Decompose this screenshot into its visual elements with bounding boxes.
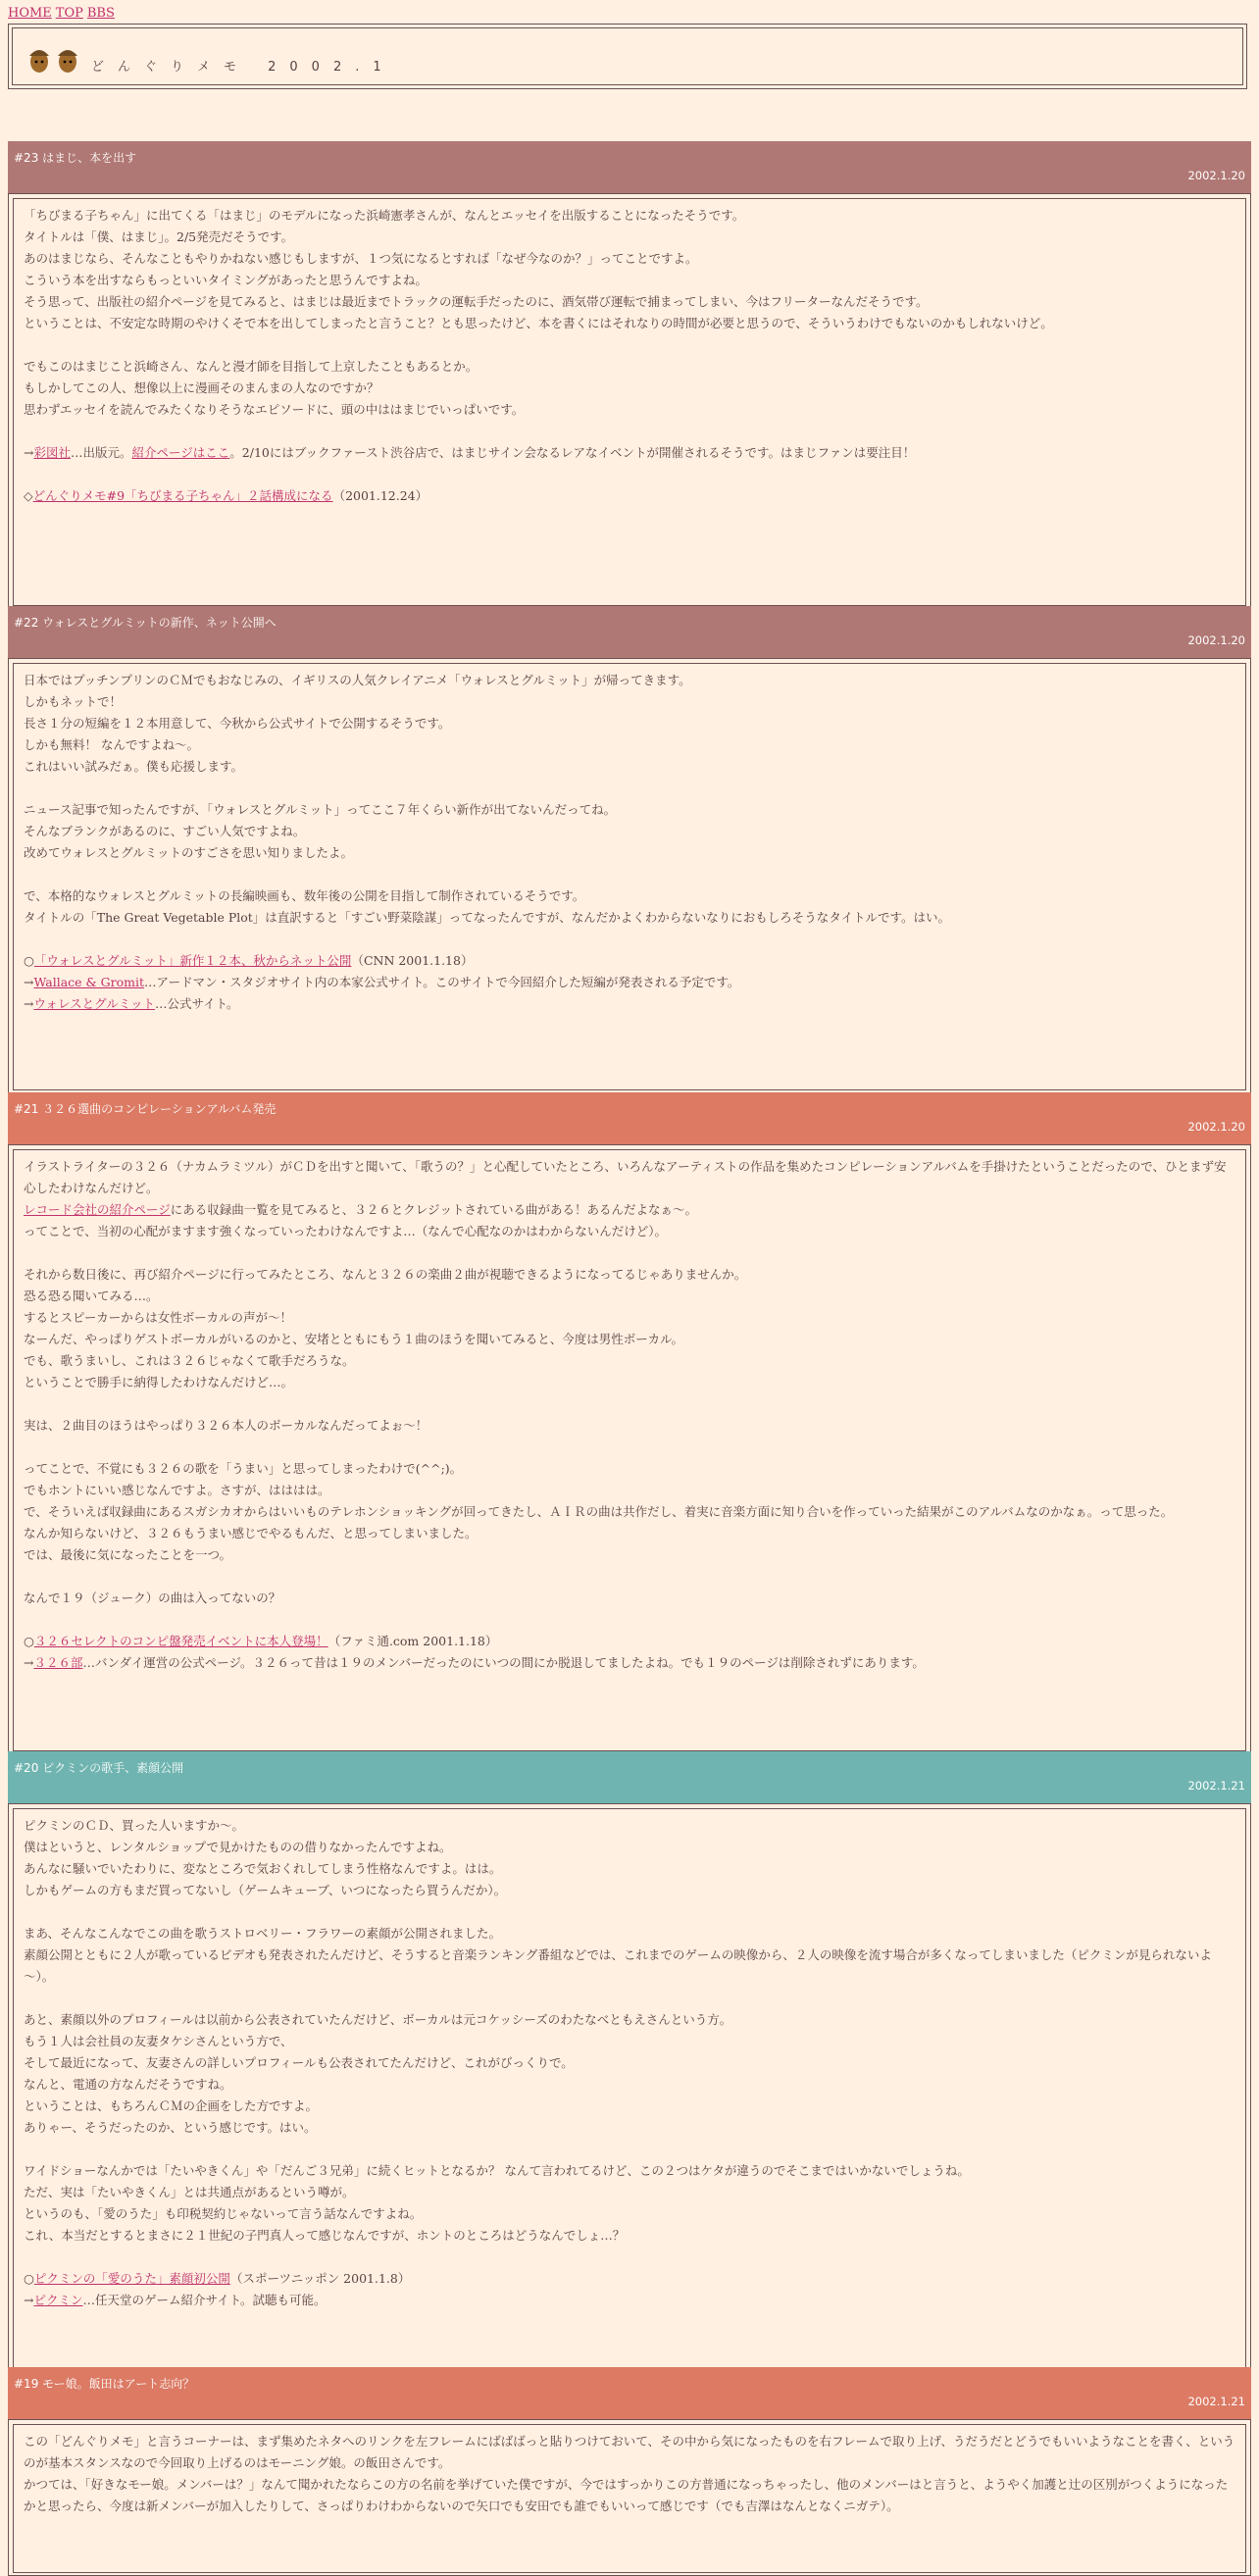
entry-text-line: で、本格的なウォレスとグルミットの長編映画も、数年後の公開を目指して制作されているそうです。 xyxy=(24,888,585,903)
entry-text-line: でもホントにいい感じなんですよ。さすが、はははは。 xyxy=(24,1483,330,1497)
entry-text-line: タイトルは「僕、はまじ」。2/5発売だそうです。 xyxy=(24,229,294,244)
entry-link-line xyxy=(24,1652,1235,1674)
blank-line xyxy=(24,334,1235,356)
entry-text-line: 実は、２曲目のほうはやっぱり３２６本人のボーカルなんだってよぉ～！ xyxy=(24,1418,428,1433)
entry-text-line: あのはまじなら、そんなこともやりかねない感じもしますが、１つ気になるとすれば「なぜ今なのか？」ってことですよ。 xyxy=(24,251,698,266)
entry-body xyxy=(8,1803,1251,2372)
entry-text-line: かつては、「好きなモー娘。メンバーは？」なんて聞かれたならこの方の名前を挙げていた僕ですが、今ではすっかりこの方普通になっちゃったし、他のメンバーはと言うと、ようやく加護と辻の区別がつくようになったかと思ったら、今度は新メンバーが加入したりして、さっぱりわけわからないので矢口でも安田でも誰でもいいって感じです（でも吉澤はなんとなくニガテ）。 xyxy=(24,2477,1229,2513)
entry-date: 2002.1.20 xyxy=(1187,1120,1245,1134)
entry-link-text: …バンダイ運営の公式ページ。３２６って昔は１９のメンバーだったのにいつの間にか脱退してましたよね。でも１９のページは削除されずにあります。 xyxy=(82,1655,925,1670)
entry-link-text: （CNN 2001.1.18） xyxy=(351,953,474,968)
entry-link[interactable]: ピクミンの「愛のうた」素顔初公開 xyxy=(33,2271,230,2286)
entry-text-line: そして最近になって、友妻さんの詳しいプロフィールも公表されてたんだけど、これがびっくりで。 xyxy=(24,2055,574,2070)
entry-link[interactable]: レコード会社の紹介ページ xyxy=(24,1202,171,1217)
entry-body-inner xyxy=(13,663,1246,1090)
entry-link-line xyxy=(24,993,1235,1015)
title-box xyxy=(8,24,1247,89)
entry-text-line: しかも無料！ なんですよね～。 xyxy=(24,737,199,752)
entry-link-text: …出版元。 xyxy=(71,445,132,460)
entry-link-line xyxy=(24,2268,1235,2290)
entry-text-line: なんと、電通の方なんだそうですね。 xyxy=(24,2077,232,2092)
blank-line xyxy=(24,2247,1235,2268)
blank-line xyxy=(24,1242,1235,1264)
entry-link-text: ○ xyxy=(24,953,34,968)
blank-line xyxy=(24,929,1235,950)
acorn-icon xyxy=(26,42,83,76)
entry-text-line: 改めてウォレスとグルミットのすごさを思い知りましたよ。 xyxy=(24,845,354,860)
entry-text-line: しかもゲームの方もまだ買ってないし（ゲームキューブ、いつになったら買うんだか）。 xyxy=(24,1883,507,1897)
entry-text-line: 僕はというと、レンタルショップで見かけたものの借りなかったんですよね。 xyxy=(24,1840,452,1854)
entry-header xyxy=(8,1751,1251,1803)
entry-header xyxy=(8,1092,1251,1144)
entry-text-line: もしかしてこの人、想像以上に漫画そのまんまの人なのですか？ xyxy=(24,380,379,395)
entry-link-text: …公式サイト。 xyxy=(155,996,239,1011)
entry-link-text: にある収録曲一覧を見てみると、３２６とクレジットされている曲がある！あるんだよなぁ～。 xyxy=(170,1202,697,1217)
entry-text-line: これはいい試みだぁ。僕も応援します。 xyxy=(24,759,244,774)
entry-link[interactable]: どんぐりメモ#9「ちびまる子ちゃん」２話構成になる xyxy=(32,488,333,503)
entry-link[interactable]: Wallace & Gromit xyxy=(33,975,144,989)
blank-line xyxy=(24,1988,1235,2009)
entry-text-line: イラストライターの３２６（ナカムラミツル）がＣＤを出すと聞いて、「歌うの？」と心配していたところ、いろんなアーティストの作品を集めたコンピレーションアルバムを手掛けたということだったので、ひとまず安心したわけなんだけど。 xyxy=(24,1159,1227,1195)
entry-text-line: 長さ１分の短編を１２本用意して、今秋から公式サイトで公開するそうです。 xyxy=(24,716,451,731)
entry-link-text: → xyxy=(24,996,34,1011)
entry-body-inner xyxy=(13,198,1246,606)
entry-text-line: ピクミンのＣＤ、買った人いますか～。 xyxy=(24,1818,245,1833)
entry xyxy=(8,1092,1251,1754)
entry-title: #19 モー娘。飯田はアート志向？ xyxy=(14,2377,195,2391)
entry xyxy=(8,1751,1251,2372)
entry-date: 2002.1.20 xyxy=(1187,169,1245,182)
entry xyxy=(8,606,1251,1093)
entry-text-line: ってことで、不覚にも３２６の歌を「うまい」と思ってしまったわけで(^^;)。 xyxy=(24,1461,463,1476)
entry-link-text: → xyxy=(24,1655,34,1670)
entry-link-text: 。2/10にはブックファースト渋谷店で、はまじサイン会なるレアなイベントが開催されるそうです。はまじファンは要注目！ xyxy=(229,445,916,460)
entry-text-line: 素顔公開とともに２人が歌っているビデオも発表されたんだけど、そうすると音楽ランキング番組などでは、これまでのゲームの映像から、２人の映像を流す場合が多くなってしまいました（ピクミンが見られないよ～）。 xyxy=(24,1947,1212,1984)
entry-text-line: 「ちびまる子ちゃん」に出てくる「はまじ」のモデルになった浜崎憲孝さんが、なんとエッセイを出版することになったそうです。 xyxy=(24,208,745,223)
entry-link[interactable]: ウォレスとグルミット xyxy=(33,996,155,1011)
entry-link-text: （ファミ通.com 2001.1.18） xyxy=(327,1634,498,1648)
entry-header xyxy=(8,2367,1251,2419)
entry-text-line: なんで１９（ジューク）の曲は入ってないの？ xyxy=(24,1591,281,1605)
entry-text-line: するとスピーカーからは女性ボーカルの声が～！ xyxy=(24,1310,293,1325)
entry-text-line: そんなブランクがあるのに、すごい人気ですよね。 xyxy=(24,824,306,838)
entry-link-text: → xyxy=(24,445,34,460)
entry-title: #20 ピクミンの歌手、素顔公開 xyxy=(14,1761,184,1775)
entry-text-line: ということで勝手に納得したわけなんだけど…。 xyxy=(24,1375,294,1389)
entry-link-text: …任天堂のゲーム紹介サイト。試聴も可能。 xyxy=(82,2293,327,2307)
entry-text-line: この「どんぐりメモ」と言うコーナーは、まず集めたネタへのリンクを左フレームにばばばっと貼りつけておいて、その中から気になったものを右フレームで取り上げ、うだうだとどうでもいいようなことを書く、というのが基本スタンスなので今回取り上げるのはモーニング娘。の飯田さんです。 xyxy=(24,2434,1235,2470)
site-title: どんぐりメモ 2002.1 xyxy=(91,60,395,75)
blank-line xyxy=(24,1901,1235,1923)
entry-text-line: ということは、もちろんＣＭの企画をした方ですよ。 xyxy=(24,2098,319,2113)
blank-line xyxy=(24,864,1235,885)
blank-line xyxy=(24,1566,1235,1588)
entry-link-text: …アードマン・スタジオサイト内の本家公式サイト。このサイトで今回紹介した短編が発表される予定です。 xyxy=(143,975,740,989)
entry-text-line: で、そういえば収録曲にあるスガシカオからはいいものテレホンショッキングが回ってきたし、ＡＩＲの曲は共作だし、着実に音楽方面に知り合いを作っていった結果がこのアルバムなのかなぁ。って思った。 xyxy=(24,1504,1174,1519)
entry-link[interactable]: ３２６部 xyxy=(33,1655,83,1670)
blank-line xyxy=(24,464,1235,485)
entry-link[interactable]: 彩図社 xyxy=(33,445,71,460)
entry-text-line: なんか知らないけど、３２６もうまい感じでやるもんだ、と思ってしまいました。 xyxy=(24,1526,478,1541)
entry-date: 2002.1.21 xyxy=(1187,1779,1245,1793)
entry-link-line xyxy=(24,972,1235,993)
entry-body xyxy=(8,193,1251,609)
entry-text-line: でも、歌うまいし、これは３２６じゃなくて歌手だろうな。 xyxy=(24,1353,355,1368)
entry-text-line: それから数日後に、再び紹介ページに行ってみたところ、なんと３２６の楽曲２曲が視聴できるようになってるじゃありませんか。 xyxy=(24,1267,747,1282)
entry-text-line: こういう本を出すならもっといいタイミングがあったと思うんですよね。 xyxy=(24,273,428,287)
entry-text-line: というのも、「愛のうた」も印税契約じゃないって言う話なんですよね。 xyxy=(24,2206,423,2221)
entry-link-line xyxy=(24,1199,1235,1221)
entry-text-line: ニュース記事で知ったんですが、「ウォレスとグルミット」ってここ７年くらい新作が出てないんだってね。 xyxy=(24,802,617,817)
entry-link-text: ◇ xyxy=(24,488,33,503)
blank-line xyxy=(24,1393,1235,1415)
entry-link[interactable]: ピクミン xyxy=(33,2293,83,2307)
entry-link[interactable]: 「ウォレスとグルミット」新作１２本、秋からネット公開 xyxy=(33,953,352,968)
entry-link-line xyxy=(24,950,1235,972)
entry-text-line: もう１人は会社員の友妻タケシさんという方で、 xyxy=(24,2034,293,2048)
entry xyxy=(8,141,1251,609)
entry-link-text: （2001.12.24） xyxy=(332,488,428,503)
blank-line xyxy=(24,1609,1235,1631)
entry-date: 2002.1.20 xyxy=(1187,633,1245,647)
entry-title: #21 ３２６選曲のコンピレーションアルバム発売 xyxy=(14,1102,277,1116)
entry-text-line: あんなに騒いでいたわりに、変なところで気おくれしてしまう性格なんですよ。はは。 xyxy=(24,1861,502,1876)
entry-text-line: ありゃー、そうだったのか、という感じです。はい。 xyxy=(24,2120,317,2135)
entry-header xyxy=(8,141,1251,193)
entry-body-inner xyxy=(13,2424,1246,2573)
entry-link-text: → xyxy=(24,975,34,989)
entry-text-line: 思わずエッセイを読んでみたくなりそうなエピソードに、頭の中ははまじでいっぱいです。 xyxy=(24,402,525,417)
entry-text-line: でもこのはまじこと浜崎さん、なんと漫才師を目指して上京したこともあるとか。 xyxy=(24,359,478,374)
entry-text-line: ということは、不安定な時期のやけくそで本を出してしまったと言うこと？とも思ったけど、本を書くにはそれなりの時間が必要と思うので、そういうわけでもないのかもしれないけど。 xyxy=(24,316,1053,330)
entry-text-line: なーんだ、やっぱりゲストボーカルがいるのかと、安堵とともにもう１曲のほうを聞いてみると、今度は男性ボーカル。 xyxy=(24,1332,684,1346)
top-nav xyxy=(8,6,119,21)
entry-body xyxy=(8,658,1251,1093)
entry-title: #22 ウォレスとグルミットの新作、ネット公開へ xyxy=(14,616,277,630)
entry-link-text: ○ xyxy=(24,2271,34,2286)
entry-link[interactable]: 紹介ページはここ xyxy=(131,445,230,460)
nav-bbs-link[interactable]: BBS xyxy=(86,6,115,21)
entry-link-text: （スポーツニッポン 2001.1.8） xyxy=(229,2271,411,2286)
entry-text-line: 恐る恐る聞いてみる…。 xyxy=(24,1288,159,1303)
nav-top-link[interactable]: TOP xyxy=(55,6,83,21)
entry-body xyxy=(8,2419,1251,2576)
entry-link-text: ○ xyxy=(24,1634,34,1648)
entry-text-line: タイトルの「The Great Vegetable Plot」は直訳すると「すごい野菜陰謀」ってなったんですが、なんだかよくわからないなりにおもしろそうなタイトルです。はい。 xyxy=(24,910,951,925)
entry-title: #23 はまじ、本を出す xyxy=(14,151,137,165)
entry-text-line: そう思って、出版社の紹介ページを見てみると、はまじは最近までトラックの運転手だったのに、酒気帯び運転で捕まってしまい、今はフリーターなんだそうです。 xyxy=(24,294,929,309)
entry-text-line: あと、素顔以外のプロフィールは以前から公表されていたんだけど、ボーカルは元コケッシーズのわたなべともえさんという方。 xyxy=(24,2012,732,2027)
blank-line xyxy=(24,1437,1235,1458)
nav-home-link[interactable]: HOME xyxy=(8,6,52,21)
entry-body-inner xyxy=(13,1808,1246,2369)
entry-link-line xyxy=(24,1631,1235,1652)
entry-text-line: ワイドショーなんかでは「たいやきくん」や「だんご３兄弟」に続くヒットとなるか？ なんて言われてるけど、この２つはケタが違うのでそこまではいかないでしょうね。 xyxy=(24,2163,970,2178)
entry-text-line: ただ、実は「たいやきくん」とは共通点があるという噂が。 xyxy=(24,2185,355,2199)
entry-link-line xyxy=(24,442,1235,464)
entry-link-line xyxy=(24,485,1235,507)
entry-link-text: → xyxy=(24,2293,34,2307)
entry-body xyxy=(8,1144,1251,1754)
entry-link[interactable]: ３２６セレクトのコンピ盤発売イベントに本人登場！ xyxy=(33,1634,328,1648)
blank-line xyxy=(24,421,1235,442)
entry-text-line: これ、本当だとするとまさに２１世紀の子門真人って感じなんですが、ホントのところはどうなんでしょ…？ xyxy=(24,2228,626,2243)
blank-line xyxy=(24,778,1235,799)
entry xyxy=(8,2367,1251,2576)
entry-date: 2002.1.21 xyxy=(1187,2395,1245,2408)
entry-text-line: しかもネットで！ xyxy=(24,694,123,709)
entry-link-line xyxy=(24,2290,1235,2311)
entry-text-line: では、最後に気になったことを一つ。 xyxy=(24,1547,232,1562)
entry-text-line: まあ、そんなこんなでこの曲を歌うストロベリー・フラワーの素顔が公開されました。 xyxy=(24,1926,502,1941)
entry-text-line: 日本ではプッチンプリンのＣＭでもおなじみの、イギリスの人気クレイアニメ「ウォレスとグルミット」が帰ってきます。 xyxy=(24,673,691,687)
entry-body-inner xyxy=(13,1149,1246,1751)
entry-header xyxy=(8,606,1251,658)
blank-line xyxy=(24,2139,1235,2160)
entry-text-line: ってことで、当初の心配がますます強くなっていったわけなんですよ…（なんで心配なのかはわからないんだけど）。 xyxy=(24,1224,668,1238)
